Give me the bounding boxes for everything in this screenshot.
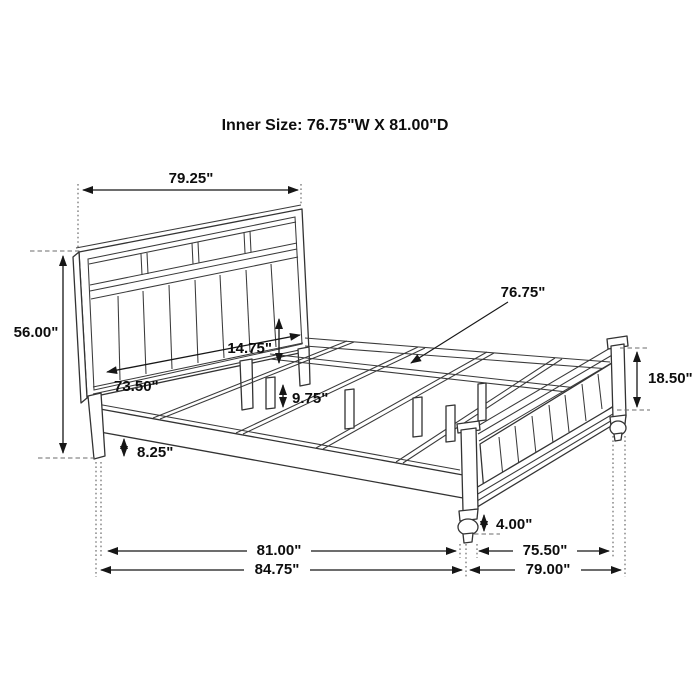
dim-label-slat-inner-width: 76.75" <box>500 284 546 301</box>
footboard <box>457 336 628 543</box>
headboard-left-leg <box>88 393 105 459</box>
footboard-rear-post <box>611 344 626 418</box>
bed-drawing <box>73 205 628 543</box>
dim-label-inner-depth: 81.00" <box>256 542 302 559</box>
dim-label-panel-to-slat: 14.75" <box>227 340 272 357</box>
dim-label-slat-support-height: 9.75" <box>292 390 329 407</box>
headboard-rear-post <box>298 347 310 386</box>
front-bun-foot <box>458 509 478 543</box>
far-side-rail <box>305 338 610 369</box>
dim-label-footboard-width: 79.00" <box>525 561 571 578</box>
footboard-front-post <box>461 428 478 511</box>
dim-label-headboard-inner-width: 73.50" <box>114 378 159 395</box>
diagram-title: Inner Size: 76.75"W X 81.00"D <box>221 117 449 134</box>
dim-label-overall-depth: 84.75" <box>254 561 300 578</box>
dim-label-overall-height: 56.00" <box>13 324 59 341</box>
dim-label-headboard-width: 79.25" <box>168 170 214 187</box>
support-legs <box>266 377 486 442</box>
dim-label-rail-clearance: 8.25" <box>137 444 174 461</box>
dim-label-footboard-height: 18.50" <box>648 370 693 387</box>
dim-label-foot-height: 4.00" <box>496 516 533 533</box>
dim-label-footboard-inner-width: 75.50" <box>522 542 568 559</box>
